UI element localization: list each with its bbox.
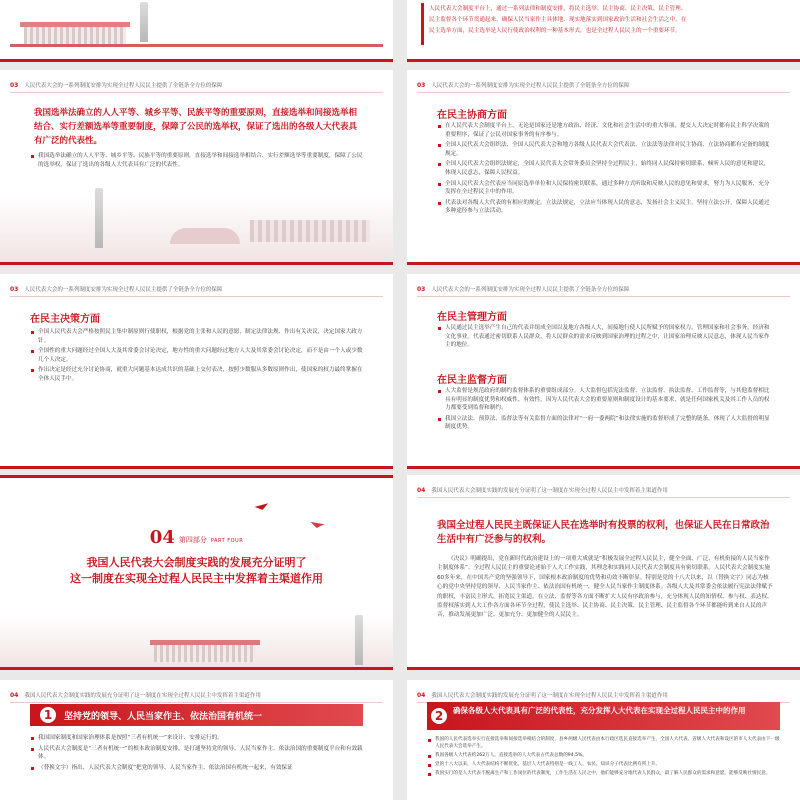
election-title: 我国选举法确立的人人平等、城乡平等、民族平等的重要原则，直接选举和间接选举相结合、实行差额选举等重要制度，保障了公民的选举权，保证了选出的各级人大代表具有广泛的代表性。	[34, 108, 358, 146]
bullet-item: 全国人民代表大会代表应当同原选举单位和人民保持密切联系，通过多种方式听取和反映人民的意见和要求，努力为人民服务，充分发挥在全过程民主中的作用。	[437, 180, 770, 197]
bullet-list	[437, 387, 770, 434]
header-number: 04	[10, 691, 19, 699]
monument-pillar	[355, 615, 363, 665]
bullet-item: 全国性的重大问题经过全国人大及其常委会讨论决定，地方性的重大问题经过地方人大及其常委会讨论决定，而不是由一个人或少数几个人决定。	[30, 347, 363, 364]
bullet-list	[437, 122, 770, 218]
section-title-line-1: 我国人民代表大会制度实践的发展充分证明了	[86, 556, 307, 569]
bullet-item: 代表法对各级人大代表的有相应的规定。立法法规定，立法应当体现人民的意志，发扬社会主义民主，坚持立法公开，保障人民通过多种途径参与立法活动。	[437, 199, 770, 216]
bottom-bar	[0, 262, 393, 265]
slide10-title: 确保各级人大代表具有广泛的代表性，充分发挥人大代表在实现全过程人民民主中的作用	[453, 706, 746, 715]
slide-8	[407, 475, 800, 670]
bottom-bar	[407, 667, 800, 670]
bullet-item: 我国选举法确立的人人平等、城乡平等、民族平等的重要原则，直接选举和间接选举相结合、实行差额选举等重要制度，保障了公民的选举权，保证了选出的各级人大代表具有广泛的代表性。	[30, 152, 363, 169]
bullet-item: 在人民代表大会制度平台上，无论是国家还是地方政治、经济、文化和社会生活中的重大事项，提交人大决定时都有民主科学决策的重要程序，保证了公民对国家事务的有序参与。	[437, 122, 770, 139]
section-title	[0, 555, 393, 587]
bullet-item: 党的十八大以来，人大代表结构不断优化，基层人大代表特别是一线工人、农民、知识分子代表比例有所上升。	[427, 761, 780, 768]
bullet-list	[437, 324, 770, 352]
bottom-bar	[0, 59, 393, 62]
item-number-badge: 1	[40, 707, 56, 723]
header-text: 我国人民代表大会制度实践的发展充分证明了这一制度在实现全过程人民民主中发挥着主渠道作用	[431, 488, 668, 494]
slide8-title: 我国全过程人民民主既保证人民在选举时有投票的权利，也保证人民在日常政治生活中有广泛参与的权利。	[437, 520, 770, 545]
bottom-bar	[407, 262, 800, 265]
slide-10	[407, 680, 800, 800]
bottom-bar	[0, 466, 393, 469]
header-number: 04	[417, 691, 426, 699]
slide-header	[10, 688, 383, 703]
consultation-title: 在民主协商方面	[437, 110, 507, 121]
bullet-item: 全国人民代表大会组织法规定，全国人民代表大会常务委员会坚持全过程民主，始终同人民保持密切联系，倾听人民的意见和建议，体现人民意志，保障人民权益。	[437, 160, 770, 177]
bullet-list	[30, 734, 363, 774]
bullet-item: 作出决定是经过充分讨论协商，就重大问题基本达成共识的基础上交付表决，按照少数服从多数原则作出，使国家的权力最终掌握在全体人民手中。	[30, 366, 363, 383]
slide-1	[0, 0, 393, 62]
slide-5	[0, 274, 393, 469]
bullet-item: （替换文字）指出，人民代表大会制度“把党的领导、人民当家作主、依法治国有机统一起来，有效保证	[30, 764, 363, 773]
bullet-item: 全国人民代表大会严格按照民主集中制原则行使职权，根据党的主张和人民的意愿，制定法律法规、作出有关决议，决定国家大政方针。	[30, 328, 363, 345]
bullet-item: 我国国家制度和国家治理体系是按照“三者有机统一”来设计、安排运行的。	[30, 734, 363, 743]
header-number: 03	[10, 285, 19, 293]
part-label: 第四部分	[178, 536, 207, 544]
management-title: 在民主管理方面	[437, 312, 507, 323]
slide8-paragraph: 《决议》明确提出，党在新时代政治建设上的一项重大成就是“积极发展全过程人民民主，健全全面、广泛、有机衔接的人民当家作主制度体系”。全过程人民民主的重要论述始于人大工作实践，其理念和实践同人民代表大会制度具有密切联系。人民代表大会制度实施60多年来，在中国共产党的坚强领导下，国家根本政治制度的优势和功效不断彰显。特别是党的十八大以来，以（替换文字）同志为核心的党中央坚持党的领导、人民当家作主、依法治国有机统一，健全人民当家作主制度体系。各级人大及其常委会依法履行宪法法律赋予的职权，丰富民主形式，拓宽民主渠道，在立法、监督等各方面不断扩大人民有序政治参与，充分体现人民的知情权、参与权、表达权、监督权落实到人大工作各方面各环节全过程，使民主选举、民主协商、民主决策、民主管理、民主监督各个环节都能听到来自人民的声音，推动发展更加广泛、更加充分、更加健全的人民民主。	[437, 556, 773, 619]
slide9-title: 坚持党的领导、人民当家作主、依法治国有机统一	[64, 712, 263, 722]
monument-pillar	[140, 2, 148, 42]
header-text: 人民代表大会的一系列制度安排为实现全过程人民民主提供了全链条全方位的保障	[24, 287, 223, 293]
great-hall-illustration	[150, 640, 260, 662]
gate-illustration	[250, 220, 370, 242]
dove-icon	[255, 503, 270, 511]
header-text: 我国人民代表大会制度实践的发展充分证明了这一制度在实现全过程人民民主中发挥着主渠道作用	[24, 693, 261, 699]
top-bar	[0, 475, 393, 478]
part-number: 04	[149, 527, 175, 548]
bullet-list	[30, 328, 363, 386]
header-text: 人民代表大会的一系列制度安排为实现全过程人民民主提供了全链条全方位的保障	[24, 83, 223, 89]
part-en: PART FOUR	[210, 538, 244, 544]
great-hall-illustration	[20, 22, 130, 44]
monument-pillar	[95, 188, 103, 248]
header-text: 我国人民代表大会制度实践的发展充分证明了这一制度在实现全过程人民民主中发挥着主渠道作用	[431, 693, 668, 699]
header-number: 03	[417, 81, 426, 89]
bottom-bar	[407, 59, 800, 62]
bottom-bar	[0, 667, 393, 670]
slide-4	[407, 70, 800, 265]
slide-2	[407, 0, 800, 62]
bottom-bar	[407, 466, 800, 469]
stadium-illustration	[170, 228, 240, 244]
slide-header	[417, 688, 790, 703]
bullet-item: 我国实行的是人大代表不脱离生产和工作岗位的代表制度，工作生活在人民之中，他们能够充分地代表人民群众，最了解人民群众的需求和意愿，能够反映社情民意。	[427, 770, 780, 777]
header-text: 人民代表大会的一系列制度安排为实现全过程人民民主提供了全链条全方位的保障	[431, 287, 630, 293]
slide-header	[417, 282, 790, 297]
bullet-list	[30, 152, 363, 171]
header-text: 人民代表大会的一系列制度安排为实现全过程人民民主提供了全链条全方位的保障	[431, 83, 630, 89]
section-title-line-2: 这一制度在实现全过程人民民主中发挥着主渠道作用	[70, 572, 323, 585]
slide-9	[0, 680, 393, 800]
bullet-item: 我国的人民代表选举实行直接选举和间接选举相结合的制度，县乡两级人民代表由本行政区选民直接选举产生，全国人大代表、省级人大代表和设区的市人大代表由下一级人民代表大会选举产生。	[427, 736, 780, 750]
decision-title: 在民主决策方面	[30, 314, 100, 325]
slide-3	[0, 70, 393, 265]
header-number: 04	[417, 486, 426, 494]
bullet-list	[427, 736, 780, 779]
bullet-item: 我国各级人大代表约262万人，直接选举的人大代表占代表总数的94.5%。	[427, 752, 780, 759]
red-ribbon	[10, 44, 383, 47]
bullet-item: 人民代表大会制度是“三者有机统一”的根本政治制度安排，是打通坚持党的领导、人民当家作主、依法治国的重要制度平台和有效载体。	[30, 745, 363, 762]
slide-header	[10, 282, 383, 297]
bullet-item: 人大监督是规范政府的制约监督体系的重要组成部分。人大监督包括宪法监督、立法监督、执法监督、工作监督等，与其他监督相比具有明显的制度优势和权威性、有效性。因为人民代表大会的重要原则和制度设计的基本要求，就是任何国家机关及其工作人员的权力都要受到监督和制约。	[437, 387, 770, 413]
text-marker	[421, 3, 424, 45]
bullet-item: 人民通过民主选举产生自己的代表并组成全国以及地方各级人大，间接地行使人民所赋予的国家权力，管理国家和社会事务，经济和文化事业。代表通过密切联系人民群众，将人民群众的需求反映到国家治理的过程之中，让国家治理反映人民意志，体现人民当家作主的地位。	[437, 324, 770, 350]
item-number-badge: 2	[431, 708, 447, 724]
slide-6	[407, 274, 800, 469]
slide2-line-3: 民主选举方面，民主选举是人民行使政治权利的一种基本形式，也是全过程人民民主的一个重要环节。	[429, 28, 681, 34]
bullet-item: 我国立法法、预算法、监督法等有关监督方面的法律对“一府一委两院”和法律实施的监督形成了完整的链条，体现了人大监督的明显制度优势。	[437, 415, 770, 432]
slide-7-section-cover	[0, 475, 393, 670]
slide-header	[417, 483, 790, 498]
supervision-title: 在民主监督方面	[437, 375, 507, 386]
bullet-item: 全国人民代表大会组织法、全国人民代表大会和地方各级人民代表大会代表法、立法法等法律对民主协商、立法协商都有完备的制度规定。	[437, 141, 770, 158]
slide2-line-2: 民主监督各个环节贯通起来，确保人民当家作主具体地、现实地落实到国家政治生活和社会生活之中。在	[429, 17, 687, 23]
slide-header	[417, 78, 790, 93]
slide-header	[10, 78, 383, 93]
header-number: 03	[417, 285, 426, 293]
header-number: 03	[10, 81, 19, 89]
slide2-line-1: 人民代表大会制度平台上，通过一系列法律和制度安排，将民主选举、民主协商、民主决策、民主管理、	[429, 6, 687, 12]
